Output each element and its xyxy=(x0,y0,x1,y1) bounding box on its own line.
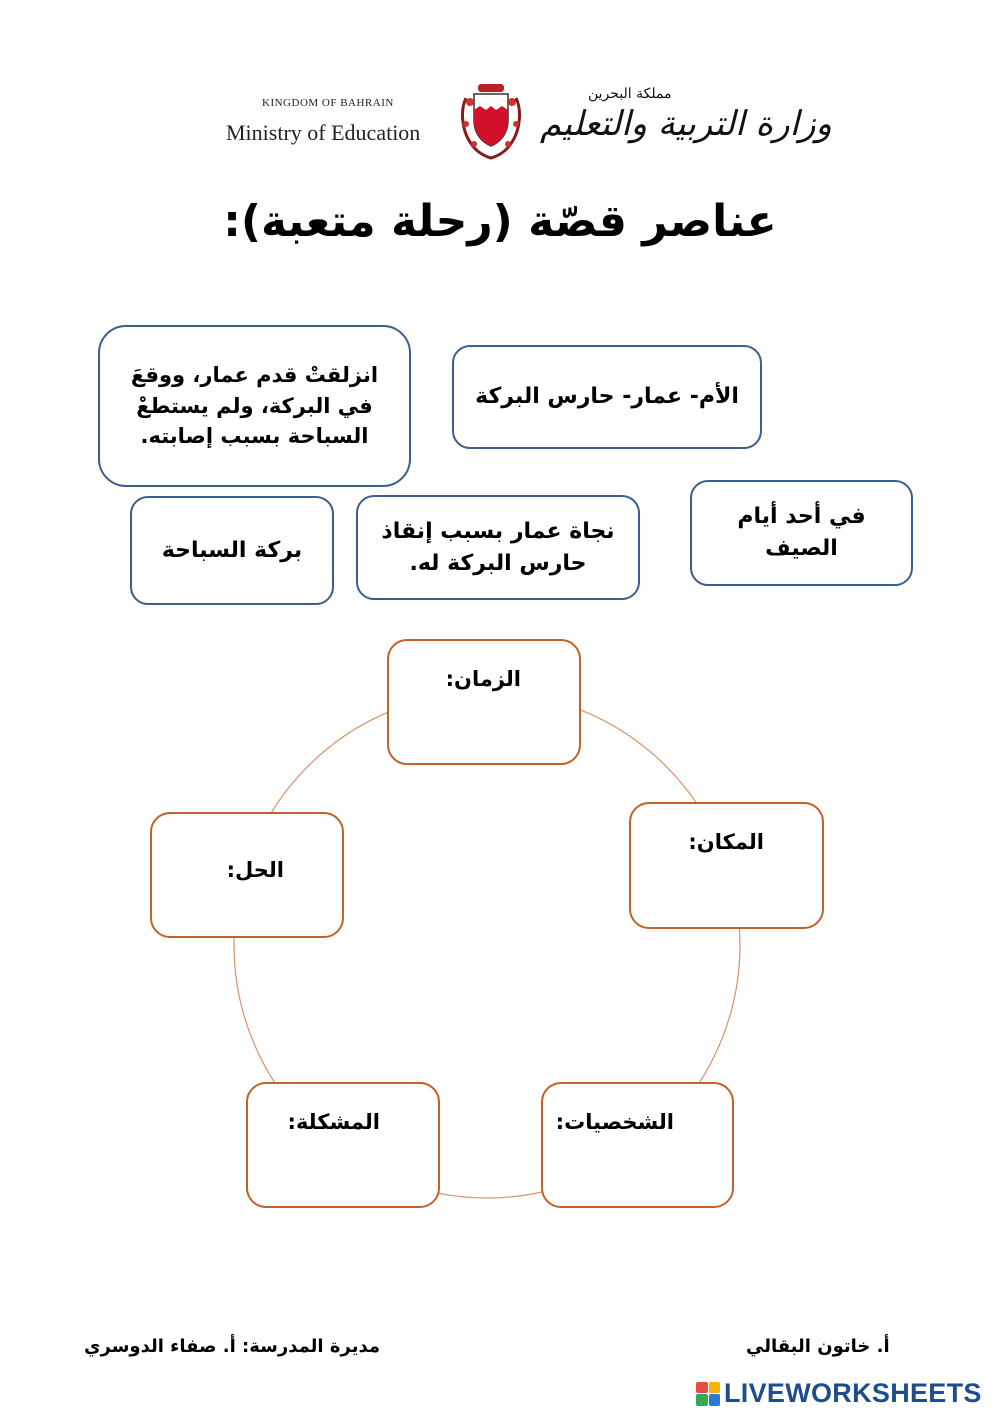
answer-card-time[interactable]: في أحد أيام الصيف xyxy=(690,480,913,586)
slot-label-characters: الشخصيات: xyxy=(555,1110,674,1134)
teacher-name: أ. خاتون البقالي xyxy=(746,1336,890,1357)
slot-label-place: المكان: xyxy=(688,830,764,854)
liveworksheets-wordmark: LIVEWORKSHEETS xyxy=(724,1378,982,1408)
drop-slot-place[interactable] xyxy=(629,802,824,929)
slot-label-time: الزمان: xyxy=(445,667,521,691)
slot-label-problem: المشكلة: xyxy=(287,1110,380,1134)
kingdom-ar-label: مملكة البحرين xyxy=(588,86,672,102)
page-title: عناصر قصّة (رحلة متعبة): xyxy=(223,196,777,247)
liveworksheets-icon xyxy=(696,1382,720,1406)
kingdom-en-label: KINGDOM OF BAHRAIN xyxy=(262,97,394,109)
answer-card-characters[interactable]: الأم- عمار- حارس البركة xyxy=(452,345,762,449)
ministry-ar-label: وزارة التربية والتعليم xyxy=(540,104,832,144)
principal-name: مديرة المدرسة: أ. صفاء الدوسري xyxy=(84,1336,380,1357)
drop-slot-time[interactable] xyxy=(387,639,581,765)
liveworksheets-logo xyxy=(696,1378,982,1409)
answer-card-rescue[interactable]: نجاة عمار بسبب إنقاذ حارس البركة له. xyxy=(356,495,640,600)
drop-slot-problem[interactable] xyxy=(246,1082,440,1208)
drop-slot-characters[interactable] xyxy=(541,1082,734,1208)
answer-card-pool[interactable]: بركة السباحة xyxy=(130,496,334,605)
slot-label-solution: الحل: xyxy=(226,858,284,882)
drop-slot-solution[interactable] xyxy=(150,812,344,938)
ministry-en-label: Ministry of Education xyxy=(226,120,421,145)
answer-card-event[interactable]: انزلقتْ قدم عمار، ووقعَ في البركة، ولم يستطعْ السباحة بسبب إصابته. xyxy=(98,325,411,487)
